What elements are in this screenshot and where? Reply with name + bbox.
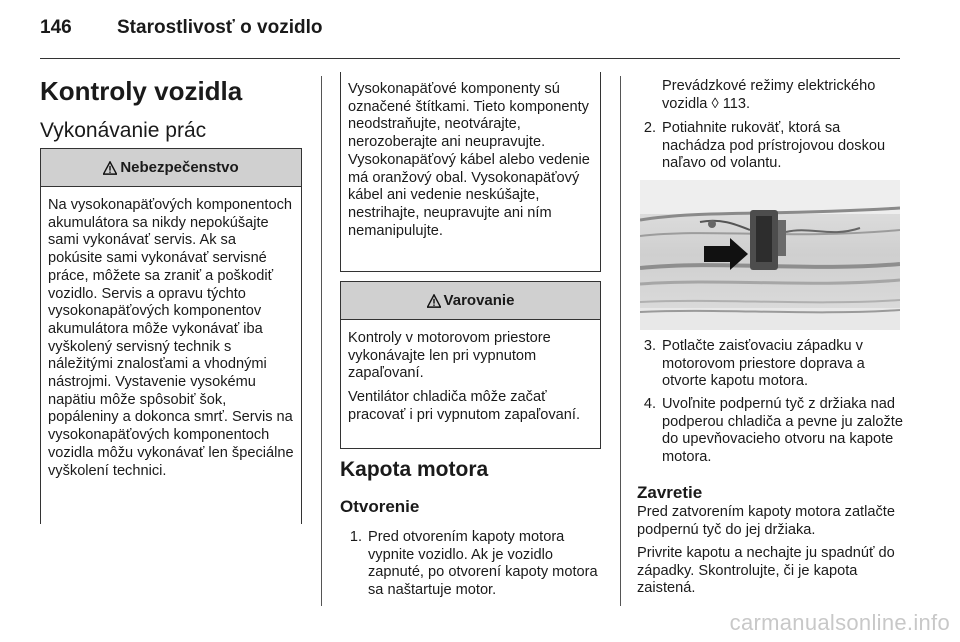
- step-3-number: 3.: [643, 338, 656, 354]
- otvorenie-heading: Otvorenie: [340, 497, 420, 516]
- zavretie-paragraph-2: Privrite kapotu a nechajte ju spadnúť do západky. Skontrolujte, či je kapota zaistená.: [637, 545, 895, 597]
- warning-triangle-icon: [427, 294, 441, 308]
- step-4-number: 4.: [643, 396, 656, 412]
- step-1-continued: Prevádzkové režimy elektrického vozidla ◊ 113.: [662, 78, 876, 112]
- hood-release-photo: [640, 180, 900, 330]
- step-2: [634, 120, 900, 173]
- page-number: 146: [40, 17, 72, 38]
- step-1: [340, 529, 602, 600]
- danger-text: Na vysokonapäťových komponentoch akumulátora sa nikdy nepokúšajte sami vykonávať servis. Ak sa pokúsite sami vykonávať servisné práce, môžete sa zraniť a poškodiť vozidlo. Servis a opravu týchto vysokonapäťových komponentov akumulátora môže vykonávať iba vyškolený servisný technik s náležitými znalosťami a vhodnými nástrojmi. Vystavenie vysokému napätiu môže spôsobiť šok, popáleniny a dokonca smrť. Servis na vysokonapäťových komponentoch vozidla môžu vykonávať len špeciálne vyškolení technici.: [48, 197, 294, 479]
- page-heading: Kontroly vozidla: [40, 76, 243, 106]
- step-3-text: Potlačte zaisťovaciu západku v motorovom priestore doprava a otvorte kapotu motora.: [662, 338, 865, 390]
- zavretie-heading: Zavretie: [637, 483, 703, 502]
- step-2-text: Potiahnite rukoväť, ktorá sa nachádza pod prístrojovou doskou naľavo od volantu.: [662, 120, 886, 172]
- watermark: carmanualsonline.info: [729, 610, 950, 635]
- danger-heading: Nebezpečenstvo: [120, 159, 239, 176]
- column-divider-1: [321, 76, 322, 606]
- column-divider-2: [620, 76, 621, 606]
- warning-body: [341, 320, 600, 439]
- step-3: [634, 338, 900, 391]
- warning-triangle-icon: [103, 161, 117, 175]
- header-rule: [40, 58, 900, 59]
- zavretie-paragraph-1: Pred zatvorením kapoty motora zatlačte podpernú tyč do jej držiaka.: [637, 504, 895, 538]
- danger-box: [40, 148, 302, 524]
- section-title: Starostlivosť o vozidlo: [117, 17, 323, 38]
- danger-continued-text: Vysokonapäťové komponenty sú označené štítkami. Tieto komponenty neodstraňujte, neotvárajte, nerozoberajte ani neupravujte. Vysokonapäťový kábel alebo vedenie má oranžový obal. Vysokonapäťový kábel ani vedenie neskúšajte, nestrihajte, neupravujte ani ním nemanipulujte.: [348, 81, 590, 239]
- step-1-number: 1.: [349, 529, 362, 545]
- warning-paragraph-2: Ventilátor chladiča môže začať pracovať i pri vypnutom zapaľovaní.: [348, 389, 580, 423]
- step-1-text: Pred otvorením kapoty motora vypnite vozidlo. Ak je vozidlo zapnuté, po otvorení kapoty motora sa naštartuje motor.: [368, 529, 598, 599]
- subheading: Vykonávanie prác: [40, 119, 207, 142]
- danger-box-continued: [340, 72, 601, 272]
- step-4-text: Uvoľnite podpernú tyč z držiaka nad podperou chladiča a pevne ju založte do upevňovacieho otvoru na kapote motora.: [662, 396, 903, 466]
- warning-box-header: [341, 282, 600, 320]
- warning-paragraph-1: Kontroly v motorovom priestore vykonávajte len pri vypnutom zapaľovaní.: [348, 330, 551, 382]
- warning-box: [340, 281, 601, 449]
- warning-heading: Varovanie: [443, 292, 515, 309]
- step-2-number: 2.: [643, 120, 656, 136]
- step-4: [634, 396, 904, 467]
- kapota-heading: Kapota motora: [340, 458, 489, 481]
- danger-box-header: [41, 149, 301, 187]
